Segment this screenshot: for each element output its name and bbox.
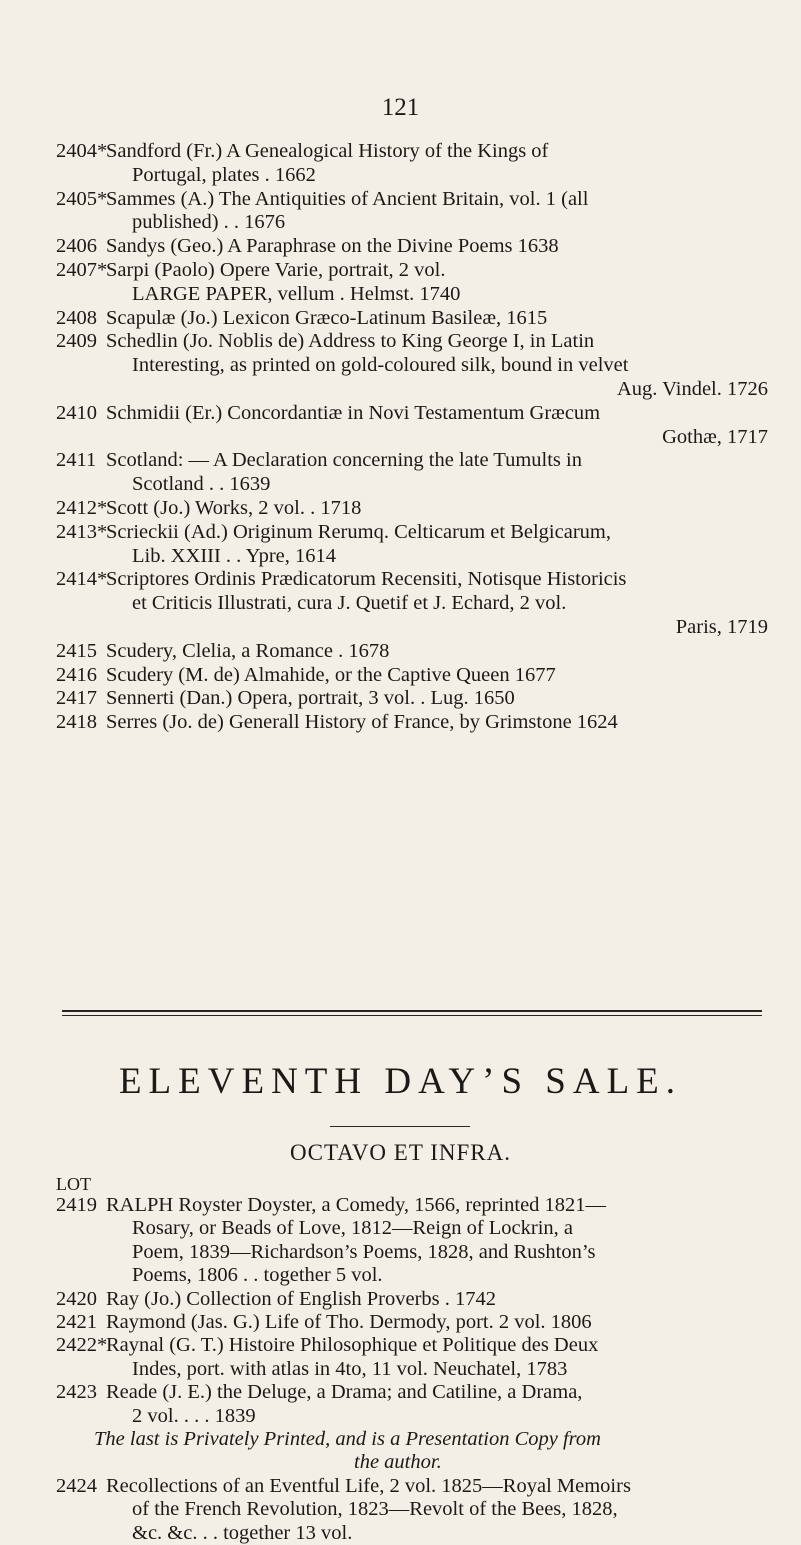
heading-rule: [330, 1126, 470, 1127]
lot-number: 2409: [56, 330, 97, 353]
catalog-entry: [56, 640, 768, 664]
entry-line: Poem, 1839—Richardson’s Poems, 1828, and Rushton’s: [132, 1240, 596, 1263]
entry-line: Scapulæ (Jo.) Lexicon Græco-Latinum Basileæ, 1615: [106, 306, 548, 329]
entry-line: Scrieckii (Ad.) Originum Rerumq. Celticarum et Belgicarum,: [106, 520, 611, 543]
entry-line: The last is Privately Printed, and is a Presentation Copy from: [94, 1428, 601, 1451]
entry-line: RALPH Royster Doyster, a Comedy, 1566, reprinted 1821—: [106, 1194, 607, 1216]
lot-number: 2406: [56, 235, 97, 258]
sale-heading: ELEVENTH DAY’S SALE.: [118, 1061, 683, 1102]
catalog-entry: [56, 568, 768, 639]
entry-line: Scotland . . 1639: [132, 473, 271, 496]
entry-line: Interesting, as printed on gold-coloured silk, bound in velvet: [132, 354, 629, 377]
catalog-entry: [56, 307, 768, 331]
entry-line: of the French Revolution, 1823—Revolt of the Bees, 1828,: [132, 1498, 618, 1521]
catalog-entry: [56, 330, 768, 401]
entry-line: 2 vol. . . . 1839: [132, 1404, 256, 1427]
lot-number: 2424: [56, 1474, 97, 1497]
entry-line: Schmidii (Er.) Concordantiæ in Novi Testamentum Græcum: [106, 401, 601, 424]
lot-number: 2421: [56, 1311, 97, 1334]
catalog-entry: [56, 449, 768, 497]
catalog-entry: [56, 687, 768, 711]
entry-line: Sammes (A.) The Antiquities of Ancient Britain, vol. 1 (all: [106, 187, 589, 210]
entry-line: Scotland: — A Declaration concerning the late Tumults in: [106, 449, 582, 472]
entry-line: Rosary, or Beads of Love, 1812—Reign of Lockrin, a: [132, 1217, 574, 1240]
entry-line: Scriptores Ordinis Prædicatorum Recensiti, Notisque Historicis: [106, 568, 627, 591]
lot-number: 2417: [56, 687, 97, 710]
catalog-entry: [56, 1311, 768, 1334]
lot-number: 2404*: [56, 140, 108, 162]
entry-line: Sarpi (Paolo) Opere Varie, portrait, 2 vol.: [106, 258, 446, 281]
format-subheading: OCTAVO ET INFRA.: [290, 1140, 511, 1165]
entry-line: et Criticis Illustrati, cura J. Quetif et J. Echard, 2 vol.: [132, 592, 567, 615]
entry-line: Aug. Vindel. 1726: [617, 377, 768, 400]
entry-line: Recollections of an Eventful Life, 2 vol. 1825—Royal Memoirs: [106, 1474, 631, 1497]
catalog-entry: [56, 259, 768, 307]
entry-line: Sandford (Fr.) A Genealogical History of the Kings of: [106, 140, 549, 162]
entry-line: the author.: [354, 1451, 442, 1474]
entry-line: Ray (Jo.) Collection of English Proverbs . 1742: [106, 1287, 497, 1310]
lot-number: 2411: [56, 449, 97, 472]
lot-label: LOT: [56, 1174, 91, 1194]
sale-entries: [56, 1194, 768, 1545]
catalog-entry: [56, 1475, 768, 1545]
lot-number: 2414*: [56, 568, 108, 591]
entry-line: Schedlin (Jo. Noblis de) Address to King George I, in Latin: [106, 330, 595, 353]
catalog-entry: [56, 664, 768, 688]
entry-line: Lib. XXIII . . Ypre, 1614: [132, 544, 337, 567]
lot-number: 2405*: [56, 187, 108, 210]
catalog-entry: [56, 140, 768, 188]
entry-line: Scudery, Clelia, a Romance . 1678: [106, 639, 390, 662]
entry-line: published) . . 1676: [132, 211, 286, 234]
lot-number: 2420: [56, 1287, 97, 1310]
section-divider: [62, 1010, 762, 1016]
lot-number: 2407*: [56, 258, 108, 281]
entry-line: Reade (J. E.) the Deluge, a Drama; and Catiline, a Drama,: [106, 1381, 583, 1404]
lot-number: 2408: [56, 306, 97, 329]
entry-line: Serres (Jo. de) Generall History of France, by Grimstone 1624: [106, 711, 618, 734]
entry-line: Gothæ, 1717: [662, 425, 768, 448]
entry-line: Raymond (Jas. G.) Life of Tho. Dermody, port. 2 vol. 1806: [106, 1311, 592, 1334]
lot-number: 2413*: [56, 520, 108, 543]
lot-number: 2415: [56, 639, 97, 662]
entry-line: LARGE PAPER, vellum . Helmst. 1740: [132, 282, 461, 305]
catalog-note: [56, 1428, 768, 1475]
entry-line: Scudery (M. de) Almahide, or the Captive Queen 1677: [106, 663, 556, 686]
lot-number: 2410: [56, 401, 97, 424]
catalog-entry: [56, 1194, 768, 1288]
entry-line: &c. &c. . . together 13 vol.: [132, 1521, 353, 1544]
lot-number: 2412*: [56, 496, 108, 519]
catalog-entry: [56, 1288, 768, 1311]
entry-line: Paris, 1719: [675, 615, 768, 638]
catalog-entry: [56, 1381, 768, 1428]
entry-line: Poems, 1806 . . together 5 vol.: [132, 1264, 383, 1287]
entry-line: Sandys (Geo.) A Paraphrase on the Divine Poems 1638: [106, 235, 559, 258]
catalog-entry: [56, 235, 768, 259]
page-number: 121: [381, 94, 420, 121]
lot-number: 2422*: [56, 1334, 108, 1357]
entry-line: Portugal, plates . 1662: [132, 163, 316, 186]
catalog-entry: [56, 521, 768, 569]
catalog-entry: [56, 402, 768, 450]
catalog-entries: [56, 140, 768, 735]
entry-line: Sennerti (Dan.) Opera, portrait, 3 vol. . Lug. 1650: [106, 687, 515, 710]
catalog-entry: [56, 497, 768, 521]
entry-line: Raynal (G. T.) Histoire Philosophique et Politique des Deux: [106, 1334, 599, 1357]
lot-number: 2419: [56, 1194, 97, 1216]
catalog-entry: [56, 188, 768, 236]
lot-number: 2418: [56, 711, 97, 734]
lot-number: 2423: [56, 1381, 97, 1404]
entry-line: Scott (Jo.) Works, 2 vol. . 1718: [106, 496, 362, 519]
entry-line: Indes, port. with atlas in 4to, 11 vol. Neuchatel, 1783: [132, 1357, 568, 1380]
lot-number: 2416: [56, 663, 97, 686]
catalog-entry: [56, 1334, 768, 1381]
catalog-entry: [56, 711, 768, 735]
